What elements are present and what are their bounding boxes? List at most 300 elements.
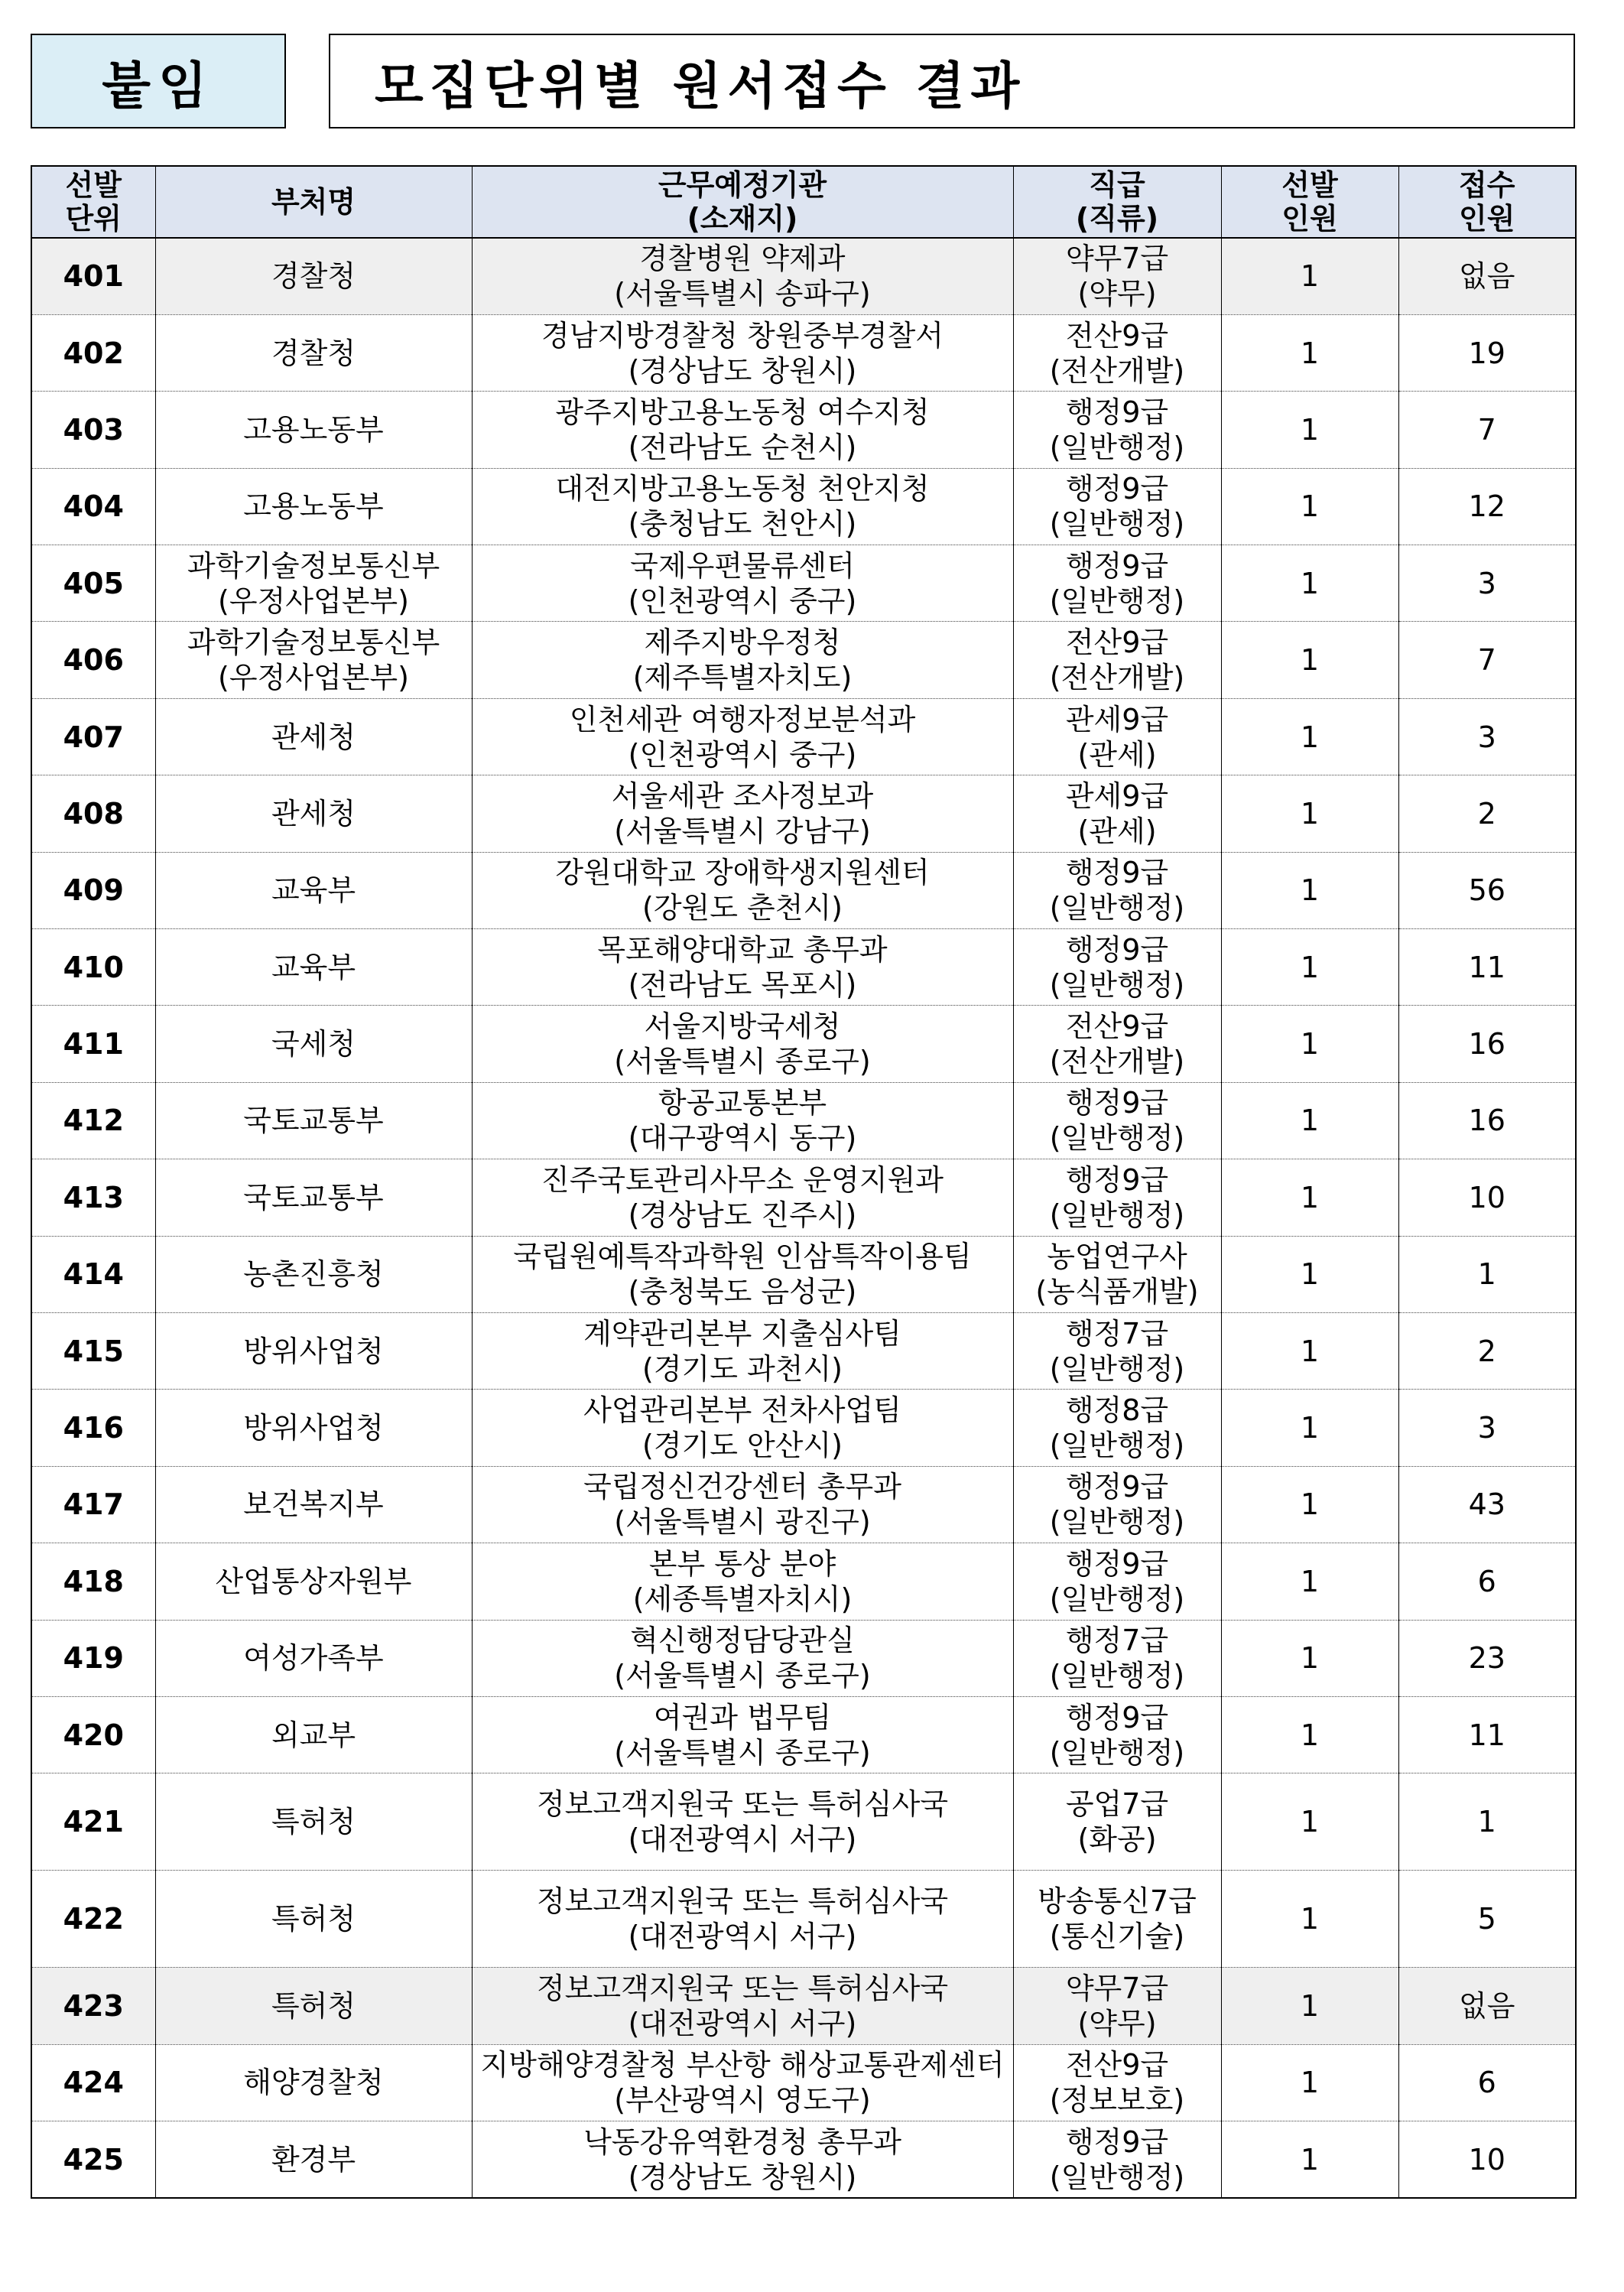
department-name: 교육부: [271, 950, 356, 984]
selection-count-cell: 1: [1221, 622, 1398, 698]
grade-series: (관세): [1077, 814, 1157, 848]
grade-name: 공업7급: [1065, 1787, 1169, 1822]
applicant-count-cell: 10: [1398, 2121, 1576, 2198]
department-name: 농촌진흥청: [243, 1257, 384, 1292]
header-department: 부처명: [155, 166, 472, 238]
applicant-count-cell: 2: [1398, 1312, 1576, 1389]
selection-count-cell: 1: [1221, 468, 1398, 545]
grade-series: (일반행정): [1049, 430, 1185, 464]
agency-location: (제주특별자치도): [632, 661, 853, 695]
agency-location: (세종특별자치시): [632, 1582, 853, 1616]
agency-location: (서울특별시 광진구): [614, 1505, 871, 1539]
department-name: 특허청: [271, 1805, 356, 1839]
grade-cell: [1013, 468, 1221, 545]
table-row: [31, 852, 1576, 928]
selection-count-cell: 1: [1221, 698, 1398, 775]
grade-cell: [1013, 314, 1221, 391]
grade-name: 행정9급: [1065, 1700, 1169, 1734]
department-name: 국토교통부: [243, 1180, 384, 1214]
selection-count-cell: 1: [1221, 1696, 1398, 1773]
work-agency-cell: [472, 698, 1013, 775]
grade-series: (일반행정): [1049, 584, 1185, 618]
department-name: 고용노동부: [243, 412, 384, 447]
grade-cell: [1013, 1543, 1221, 1620]
work-agency-cell: [472, 468, 1013, 545]
grade-cell: [1013, 1696, 1221, 1773]
grade-name: 행정9급: [1065, 1546, 1169, 1581]
agency-location: (전라남도 순천시): [628, 430, 857, 464]
applicant-count-cell: 1: [1398, 1236, 1576, 1312]
agency-location: (서울특별시 종로구): [614, 1659, 871, 1693]
grade-series: (일반행정): [1049, 1735, 1185, 1770]
department-cell: [155, 468, 472, 545]
applicant-count-cell: 10: [1398, 1159, 1576, 1236]
selection-unit-cell: 421: [31, 1773, 155, 1871]
grade-name: 전산9급: [1065, 1009, 1169, 1044]
table-header-row: [31, 166, 1576, 238]
grade-name: 행정8급: [1065, 1393, 1169, 1428]
work-agency-cell: [472, 1620, 1013, 1696]
work-agency-cell: [472, 314, 1013, 391]
selection-count-cell: 1: [1221, 314, 1398, 391]
table-row: [31, 1390, 1576, 1466]
selection-count-cell: 1: [1221, 2044, 1398, 2121]
applicant-count-cell: 12: [1398, 468, 1576, 545]
agency-location: (충청남도 천안시): [628, 507, 857, 541]
selection-unit-cell: 406: [31, 622, 155, 698]
table-row: [31, 545, 1576, 622]
grade-name: 행정9급: [1065, 932, 1169, 967]
applicant-count-cell: 16: [1398, 1082, 1576, 1159]
agency-location: (부산광역시 영도구): [614, 2083, 871, 2118]
grade-name: 방송통신7급: [1038, 1884, 1197, 1919]
grade-name: 행정7급: [1065, 1316, 1169, 1351]
department-sub: (우정사업본부): [218, 584, 409, 618]
applicant-count-cell: 11: [1398, 929, 1576, 1006]
grade-series: (일반행정): [1049, 967, 1185, 1002]
selection-count-cell: 1: [1221, 1006, 1398, 1082]
grade-series: (약무): [1077, 2007, 1157, 2040]
agency-location: (서울특별시 종로구): [614, 1735, 871, 1770]
selection-count-cell: 1: [1221, 775, 1398, 852]
selection-unit-cell: 415: [31, 1312, 155, 1389]
agency-location: (전라남도 목포시): [628, 967, 857, 1002]
table-row: [31, 238, 1576, 314]
department-cell: [155, 1871, 472, 1968]
grade-cell: [1013, 1968, 1221, 2044]
department-name: 특허청: [271, 1902, 356, 1936]
department-name: 과학기술정보통신부: [187, 548, 440, 583]
work-agency-cell: [472, 1390, 1013, 1466]
table-row: [31, 1543, 1576, 1620]
work-agency-cell: [472, 1871, 1013, 1968]
work-agency-cell: [472, 1968, 1013, 2044]
work-agency-cell: [472, 929, 1013, 1006]
grade-series: (정보보호): [1049, 2083, 1185, 2118]
table-row: [31, 468, 1576, 545]
table-row: [31, 392, 1576, 468]
applicant-count-cell: 3: [1398, 698, 1576, 775]
selection-count-cell: 1: [1221, 1871, 1398, 1968]
selection-count-cell: 1: [1221, 1620, 1398, 1696]
department-cell: [155, 314, 472, 391]
work-agency-cell: [472, 1159, 1013, 1236]
grade-cell: [1013, 1390, 1221, 1466]
grade-series: (일반행정): [1049, 507, 1185, 541]
work-agency-cell: [472, 392, 1013, 468]
table-row: [31, 314, 1576, 391]
selection-count-cell: 1: [1221, 1968, 1398, 2044]
header-grade: 직급 (직류): [1013, 166, 1221, 238]
table-row: [31, 622, 1576, 698]
work-agency-cell: [472, 1543, 1013, 1620]
selection-count-cell: 1: [1221, 238, 1398, 314]
agency-location: (경상남도 창원시): [628, 2160, 857, 2194]
selection-unit-cell: 422: [31, 1871, 155, 1968]
agency-name: 대전지방고용노동청 천안지청: [555, 472, 930, 506]
selection-unit-cell: 404: [31, 468, 155, 545]
department-name: 국세청: [271, 1027, 356, 1061]
table-row: [31, 2044, 1576, 2121]
applicant-count-cell: 19: [1398, 314, 1576, 391]
grade-cell: [1013, 1871, 1221, 1968]
table-row: [31, 775, 1576, 852]
grade-series: (농식품개발): [1035, 1275, 1199, 1309]
agency-name: 국립원예특작과학원 인삼특작이용팀: [513, 1240, 972, 1274]
agency-location: (경기도 안산시): [642, 1429, 843, 1463]
agency-name: 서울세관 조사정보과: [611, 779, 874, 813]
grade-name: 행정9급: [1065, 548, 1169, 583]
grade-series: (통신기술): [1049, 1920, 1185, 1954]
department-cell: [155, 1620, 472, 1696]
work-agency-cell: [472, 1696, 1013, 1773]
applicant-count-cell: 5: [1398, 1871, 1576, 1968]
applicant-count-cell: 43: [1398, 1466, 1576, 1543]
application-results-table: [31, 165, 1577, 2199]
work-agency-cell: [472, 2121, 1013, 2198]
applicant-count-cell: 6: [1398, 1543, 1576, 1620]
selection-unit-cell: 420: [31, 1696, 155, 1773]
work-agency-cell: [472, 1773, 1013, 1871]
agency-name: 인천세관 여행자정보분석과: [569, 702, 916, 736]
agency-name: 진주국토관리사무소 운영지원과: [541, 1162, 944, 1197]
department-cell: [155, 775, 472, 852]
selection-count-cell: 1: [1221, 1236, 1398, 1312]
table-row: [31, 1871, 1576, 1968]
agency-name: 정보고객지원국 또는 특허심사국: [536, 1884, 949, 1919]
agency-name: 항공교통본부: [658, 1086, 827, 1120]
grade-series: (전산개발): [1049, 353, 1185, 388]
applicant-count-cell: 23: [1398, 1620, 1576, 1696]
department-cell: [155, 545, 472, 622]
applicant-count-cell: 11: [1398, 1696, 1576, 1773]
applicant-count-cell: 1: [1398, 1773, 1576, 1871]
selection-count-cell: 1: [1221, 852, 1398, 928]
grade-cell: [1013, 545, 1221, 622]
agency-name: 사업관리본부 전차사업팀: [583, 1393, 901, 1428]
work-agency-cell: [472, 1312, 1013, 1389]
grade-series: (일반행정): [1049, 1659, 1185, 1693]
department-cell: [155, 1390, 472, 1466]
department-cell: [155, 622, 472, 698]
grade-name: 행정9급: [1065, 395, 1169, 429]
table-row: [31, 1082, 1576, 1159]
department-cell: [155, 698, 472, 775]
department-name: 경찰청: [271, 336, 356, 370]
grade-cell: [1013, 929, 1221, 1006]
agency-location: (강원도 춘천시): [642, 891, 843, 925]
selection-unit-cell: 414: [31, 1236, 155, 1312]
grade-name: 행정9급: [1065, 1470, 1169, 1504]
agency-location: (대전광역시 서구): [628, 1822, 857, 1857]
grade-cell: [1013, 1466, 1221, 1543]
agency-name: 정보고객지원국 또는 특허심사국: [536, 1787, 949, 1822]
grade-cell: [1013, 1006, 1221, 1082]
selection-count-cell: 1: [1221, 929, 1398, 1006]
department-cell: [155, 1236, 472, 1312]
agency-name: 강원대학교 장애학생지원센터: [555, 856, 930, 890]
applicant-count-cell: 16: [1398, 1006, 1576, 1082]
agency-location: (인천광역시 중구): [628, 584, 857, 618]
agency-location: (인천광역시 중구): [628, 737, 857, 772]
selection-unit-cell: 419: [31, 1620, 155, 1696]
applicant-count-cell: 7: [1398, 392, 1576, 468]
selection-count-cell: 1: [1221, 1390, 1398, 1466]
work-agency-cell: [472, 1006, 1013, 1082]
applicant-count-cell: 7: [1398, 622, 1576, 698]
selection-unit-cell: 424: [31, 2044, 155, 2121]
selection-count-cell: 1: [1221, 392, 1398, 468]
selection-unit-cell: 413: [31, 1159, 155, 1236]
table-row: [31, 1696, 1576, 1773]
selection-count-cell: 1: [1221, 1082, 1398, 1159]
grade-name: 관세9급: [1065, 779, 1169, 813]
selection-unit-cell: 423: [31, 1968, 155, 2044]
grade-name: 전산9급: [1065, 2048, 1169, 2082]
selection-unit-cell: 418: [31, 1543, 155, 1620]
department-cell: [155, 929, 472, 1006]
grade-series: (일반행정): [1049, 1121, 1185, 1156]
grade-name: 행정9급: [1065, 472, 1169, 506]
attachment-label: 붙임: [31, 34, 286, 128]
grade-series: (일반행정): [1049, 891, 1185, 925]
selection-unit-cell: 407: [31, 698, 155, 775]
table-row: [31, 1006, 1576, 1082]
grade-cell: [1013, 1773, 1221, 1871]
selection-count-cell: 1: [1221, 1543, 1398, 1620]
table-row: [31, 1773, 1576, 1871]
applicant-count-cell: 없음: [1398, 1968, 1576, 2044]
grade-name: 농업연구사: [1047, 1240, 1187, 1274]
selection-unit-cell: 412: [31, 1082, 155, 1159]
department-cell: [155, 1543, 472, 1620]
agency-location: (대전광역시 서구): [628, 1920, 857, 1954]
grade-series: (일반행정): [1049, 1198, 1185, 1232]
selection-unit-cell: 410: [31, 929, 155, 1006]
page-title: 모집단위별 원서접수 결과: [329, 34, 1575, 128]
department-cell: [155, 1082, 472, 1159]
grade-name: 약무7급: [1065, 1972, 1169, 2005]
agency-name: 서울지방국세청: [644, 1009, 841, 1044]
department-name: 관세청: [271, 720, 356, 754]
grade-name: 전산9급: [1065, 626, 1169, 660]
agency-location: (대전광역시 서구): [628, 2007, 857, 2040]
department-cell: [155, 1159, 472, 1236]
grade-series: (화공): [1077, 1822, 1157, 1857]
agency-location: (경기도 과천시): [642, 1351, 843, 1386]
applicant-count-cell: 6: [1398, 2044, 1576, 2121]
grade-name: 행정9급: [1065, 1162, 1169, 1197]
work-agency-cell: [472, 1236, 1013, 1312]
department-name: 외교부: [271, 1718, 356, 1752]
table-row: [31, 1620, 1576, 1696]
agency-location: (경상남도 진주시): [628, 1198, 857, 1232]
grade-cell: [1013, 698, 1221, 775]
grade-series: (약무): [1077, 277, 1157, 311]
grade-name: 행정7급: [1065, 1624, 1169, 1658]
grade-cell: [1013, 1620, 1221, 1696]
applicant-count-cell: 없음: [1398, 238, 1576, 314]
grade-name: 행정9급: [1065, 856, 1169, 890]
grade-series: (일반행정): [1049, 1582, 1185, 1616]
grade-cell: [1013, 775, 1221, 852]
table-row: [31, 929, 1576, 1006]
grade-cell: [1013, 1236, 1221, 1312]
selection-count-cell: 1: [1221, 1466, 1398, 1543]
department-name: 환경부: [271, 2142, 356, 2177]
department-cell: [155, 1466, 472, 1543]
agency-name: 국립정신건강센터 총무과: [583, 1470, 901, 1504]
work-agency-cell: [472, 775, 1013, 852]
grade-name: 행정9급: [1065, 2125, 1169, 2159]
department-cell: [155, 1968, 472, 2044]
department-name: 해양경찰청: [243, 2066, 384, 2100]
department-cell: [155, 2044, 472, 2121]
grade-series: (일반행정): [1049, 2160, 1185, 2194]
agency-name: 경남지방경찰청 창원중부경찰서: [541, 318, 944, 353]
table-row: [31, 2121, 1576, 2198]
agency-name: 여권과 법무팀: [653, 1700, 832, 1734]
grade-name: 행정9급: [1065, 1086, 1169, 1120]
grade-series: (일반행정): [1049, 1505, 1185, 1539]
agency-location: (서울특별시 종로구): [614, 1045, 871, 1079]
work-agency-cell: [472, 238, 1013, 314]
grade-cell: [1013, 1082, 1221, 1159]
work-agency-cell: [472, 2044, 1013, 2121]
department-name: 방위사업청: [243, 1411, 384, 1445]
agency-location: (대구광역시 동구): [628, 1121, 857, 1156]
agency-location: (충청북도 음성군): [628, 1275, 857, 1309]
table-row: [31, 1968, 1576, 2044]
department-cell: [155, 238, 472, 314]
department-name: 교육부: [271, 873, 356, 908]
table-row: [31, 1159, 1576, 1236]
grade-name: 약무7급: [1065, 242, 1169, 276]
table-row: [31, 1236, 1576, 1312]
department-name: 특허청: [271, 1989, 356, 2023]
selection-unit-cell: 411: [31, 1006, 155, 1082]
grade-series: (일반행정): [1049, 1351, 1185, 1386]
agency-location: (경상남도 창원시): [628, 353, 857, 388]
department-name: 여성가족부: [243, 1641, 384, 1676]
selection-unit-cell: 409: [31, 852, 155, 928]
selection-count-cell: 1: [1221, 2121, 1398, 2198]
department-name: 경찰청: [271, 259, 356, 294]
department-cell: [155, 1312, 472, 1389]
grade-cell: [1013, 2044, 1221, 2121]
header-selection-count: 선발 인원: [1221, 166, 1398, 238]
selection-unit-cell: 402: [31, 314, 155, 391]
selection-unit-cell: 408: [31, 775, 155, 852]
department-cell: [155, 1696, 472, 1773]
department-name: 과학기술정보통신부: [187, 626, 440, 660]
grade-cell: [1013, 392, 1221, 468]
applicant-count-cell: 56: [1398, 852, 1576, 928]
grade-cell: [1013, 2121, 1221, 2198]
applicant-count-cell: 3: [1398, 545, 1576, 622]
grade-name: 전산9급: [1065, 318, 1169, 353]
agency-name: 계약관리본부 지출심사팀: [583, 1316, 901, 1351]
grade-series: (일반행정): [1049, 1429, 1185, 1463]
grade-cell: [1013, 238, 1221, 314]
table-row: [31, 1312, 1576, 1389]
selection-count-cell: 1: [1221, 545, 1398, 622]
work-agency-cell: [472, 545, 1013, 622]
grade-series: (전산개발): [1049, 661, 1185, 695]
agency-name: 정보고객지원국 또는 특허심사국: [536, 1972, 949, 2005]
department-cell: [155, 1773, 472, 1871]
agency-location: (서울특별시 강남구): [614, 814, 871, 848]
selection-unit-cell: 403: [31, 392, 155, 468]
header-selection-unit: 선발 단위: [31, 166, 155, 238]
table-row: [31, 1466, 1576, 1543]
department-name: 국토교통부: [243, 1104, 384, 1138]
selection-unit-cell: 417: [31, 1466, 155, 1543]
agency-name: 낙동강유역환경청 총무과: [583, 2125, 901, 2159]
header-work-agency: 근무예정기관 (소재지): [472, 166, 1013, 238]
department-sub: (우정사업본부): [218, 661, 409, 695]
grade-series: (관세): [1077, 737, 1157, 772]
department-name: 고용노동부: [243, 489, 384, 524]
department-cell: [155, 2121, 472, 2198]
selection-count-cell: 1: [1221, 1773, 1398, 1871]
applicant-count-cell: 2: [1398, 775, 1576, 852]
agency-name: 본부 통상 분야: [648, 1546, 836, 1581]
work-agency-cell: [472, 1082, 1013, 1159]
agency-name: 광주지방고용노동청 여수지청: [555, 395, 930, 429]
department-cell: [155, 1006, 472, 1082]
grade-cell: [1013, 1312, 1221, 1389]
table-row: [31, 698, 1576, 775]
selection-count-cell: 1: [1221, 1159, 1398, 1236]
work-agency-cell: [472, 622, 1013, 698]
grade-cell: [1013, 852, 1221, 928]
agency-name: 제주지방우정청: [644, 626, 841, 660]
agency-name: 지방해양경찰청 부산항 해상교통관제센터: [480, 2048, 1005, 2082]
agency-location: (서울특별시 송파구): [614, 277, 871, 311]
grade-cell: [1013, 1159, 1221, 1236]
header-applicant-count: 접수 인원: [1398, 166, 1576, 238]
department-name: 산업통상자원부: [215, 1564, 412, 1598]
agency-name: 혁신행정담당관실: [630, 1624, 855, 1658]
grade-name: 관세9급: [1065, 702, 1169, 736]
department-name: 방위사업청: [243, 1334, 384, 1368]
work-agency-cell: [472, 852, 1013, 928]
selection-unit-cell: 425: [31, 2121, 155, 2198]
applicant-count-cell: 3: [1398, 1390, 1576, 1466]
department-name: 보건복지부: [243, 1487, 384, 1522]
agency-name: 목포해양대학교 총무과: [597, 932, 888, 967]
